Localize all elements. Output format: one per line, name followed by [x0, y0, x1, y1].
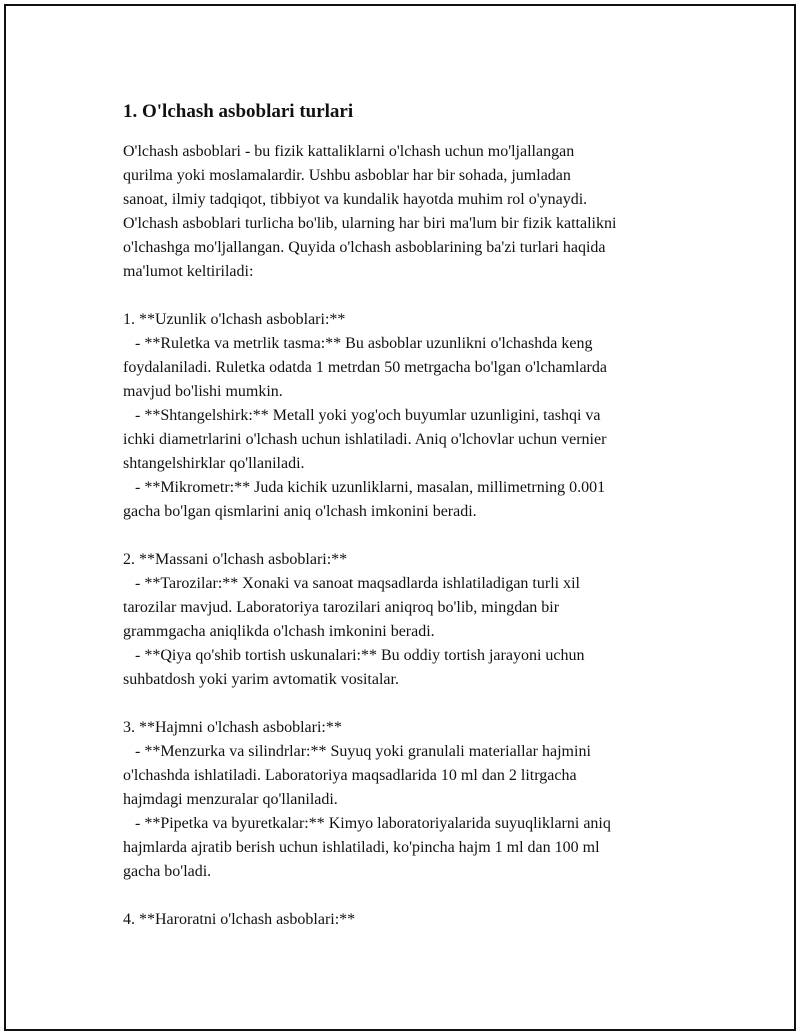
document-body	[123, 98, 703, 932]
paragraph-gap	[123, 284, 703, 308]
section-title: 4. **Haroratni o'lchash asboblari:**	[123, 911, 356, 928]
list-item: - **Mikrometr:** Juda kichik uzunliklarni, masalan, millimetrning 0.001 gacha bo'lgan qismlarini aniq o'lchash imkonini beradi.	[123, 479, 606, 520]
paragraph-gap	[123, 524, 703, 548]
section-heading: 1. O'lchash asboblari turlari	[123, 101, 354, 122]
section-title: 3. **Hajmni o'lchash asboblari:**	[123, 719, 342, 736]
list-item: - **Pipetka va byuretkalar:** Kimyo laboratoriyalarida suyuqliklarni aniq hajmlarda ajratib berish uchun ishlatiladi, ko'pincha hajm 1 ml dan 100 ml gacha bo'ladi.	[123, 815, 611, 880]
list-item: - **Qiya qo'shib tortish uskunalari:** Bu oddiy tortish jarayoni uchun suhbatdosh yoki yarim avtomatik vositalar.	[123, 647, 585, 688]
section-volume	[123, 716, 703, 884]
section-title: 1. **Uzunlik o'lchash asboblari:**	[123, 311, 346, 328]
section-length	[123, 308, 703, 524]
list-item: - **Shtangelshirk:** Metall yoki yog'och buyumlar uzunligini, tashqi va ichki diametrlarini o'lchash uchun ishlatiladi. Aniq o'lchovlar uchun vernier shtangelshirklar qo'llaniladi.	[123, 407, 607, 472]
list-item: - **Ruletka va metrlik tasma:** Bu asboblar uzunlikni o'lchashda keng foydalaniladi. Ruletka odatda 1 metrdan 50 metrgacha bo'lgan o'lchamlarda mavjud bo'lishi mumkin.	[123, 335, 607, 400]
list-item: - **Tarozilar:** Xonaki va sanoat maqsadlarda ishlatiladigan turli xil tarozilar mavjud. Laboratoriya tarozilari aniqroq bo'lib, mingdan bir grammgacha aniqlikda o'lchash imkonini beradi.	[123, 575, 580, 640]
section-title: 2. **Massani o'lchash asboblari:**	[123, 551, 348, 568]
page-frame	[4, 4, 796, 1031]
section-mass	[123, 548, 703, 692]
paragraph-gap	[123, 884, 703, 908]
paragraph-gap	[123, 692, 703, 716]
intro-paragraph: O'lchash asboblari - bu fizik kattaliklarni o'lchash uchun mo'ljallangan qurilma yoki moslamalardir. Ushbu asboblar har bir sohada, jumladan sanoat, ilmiy tadqiqot, tibbiyot va kundalik hayotda muhim rol o'ynaydi. O'lchash asboblari turlicha bo'lib, ularning har biri ma'lum bir fizik kattalikni o'lchashga mo'ljallangan. Quyida o'lchash asboblarining ba'zi turlari haqida ma'lumot keltiriladi:	[123, 143, 617, 280]
list-item: - **Menzurka va silindrlar:** Suyuq yoki granulali materiallar hajmini o'lchashda ishlatiladi. Laboratoriya maqsadlarida 10 ml dan 2 litrgacha hajmdagi menzuralar qo'llaniladi.	[123, 743, 591, 808]
section-temperature	[123, 908, 703, 932]
